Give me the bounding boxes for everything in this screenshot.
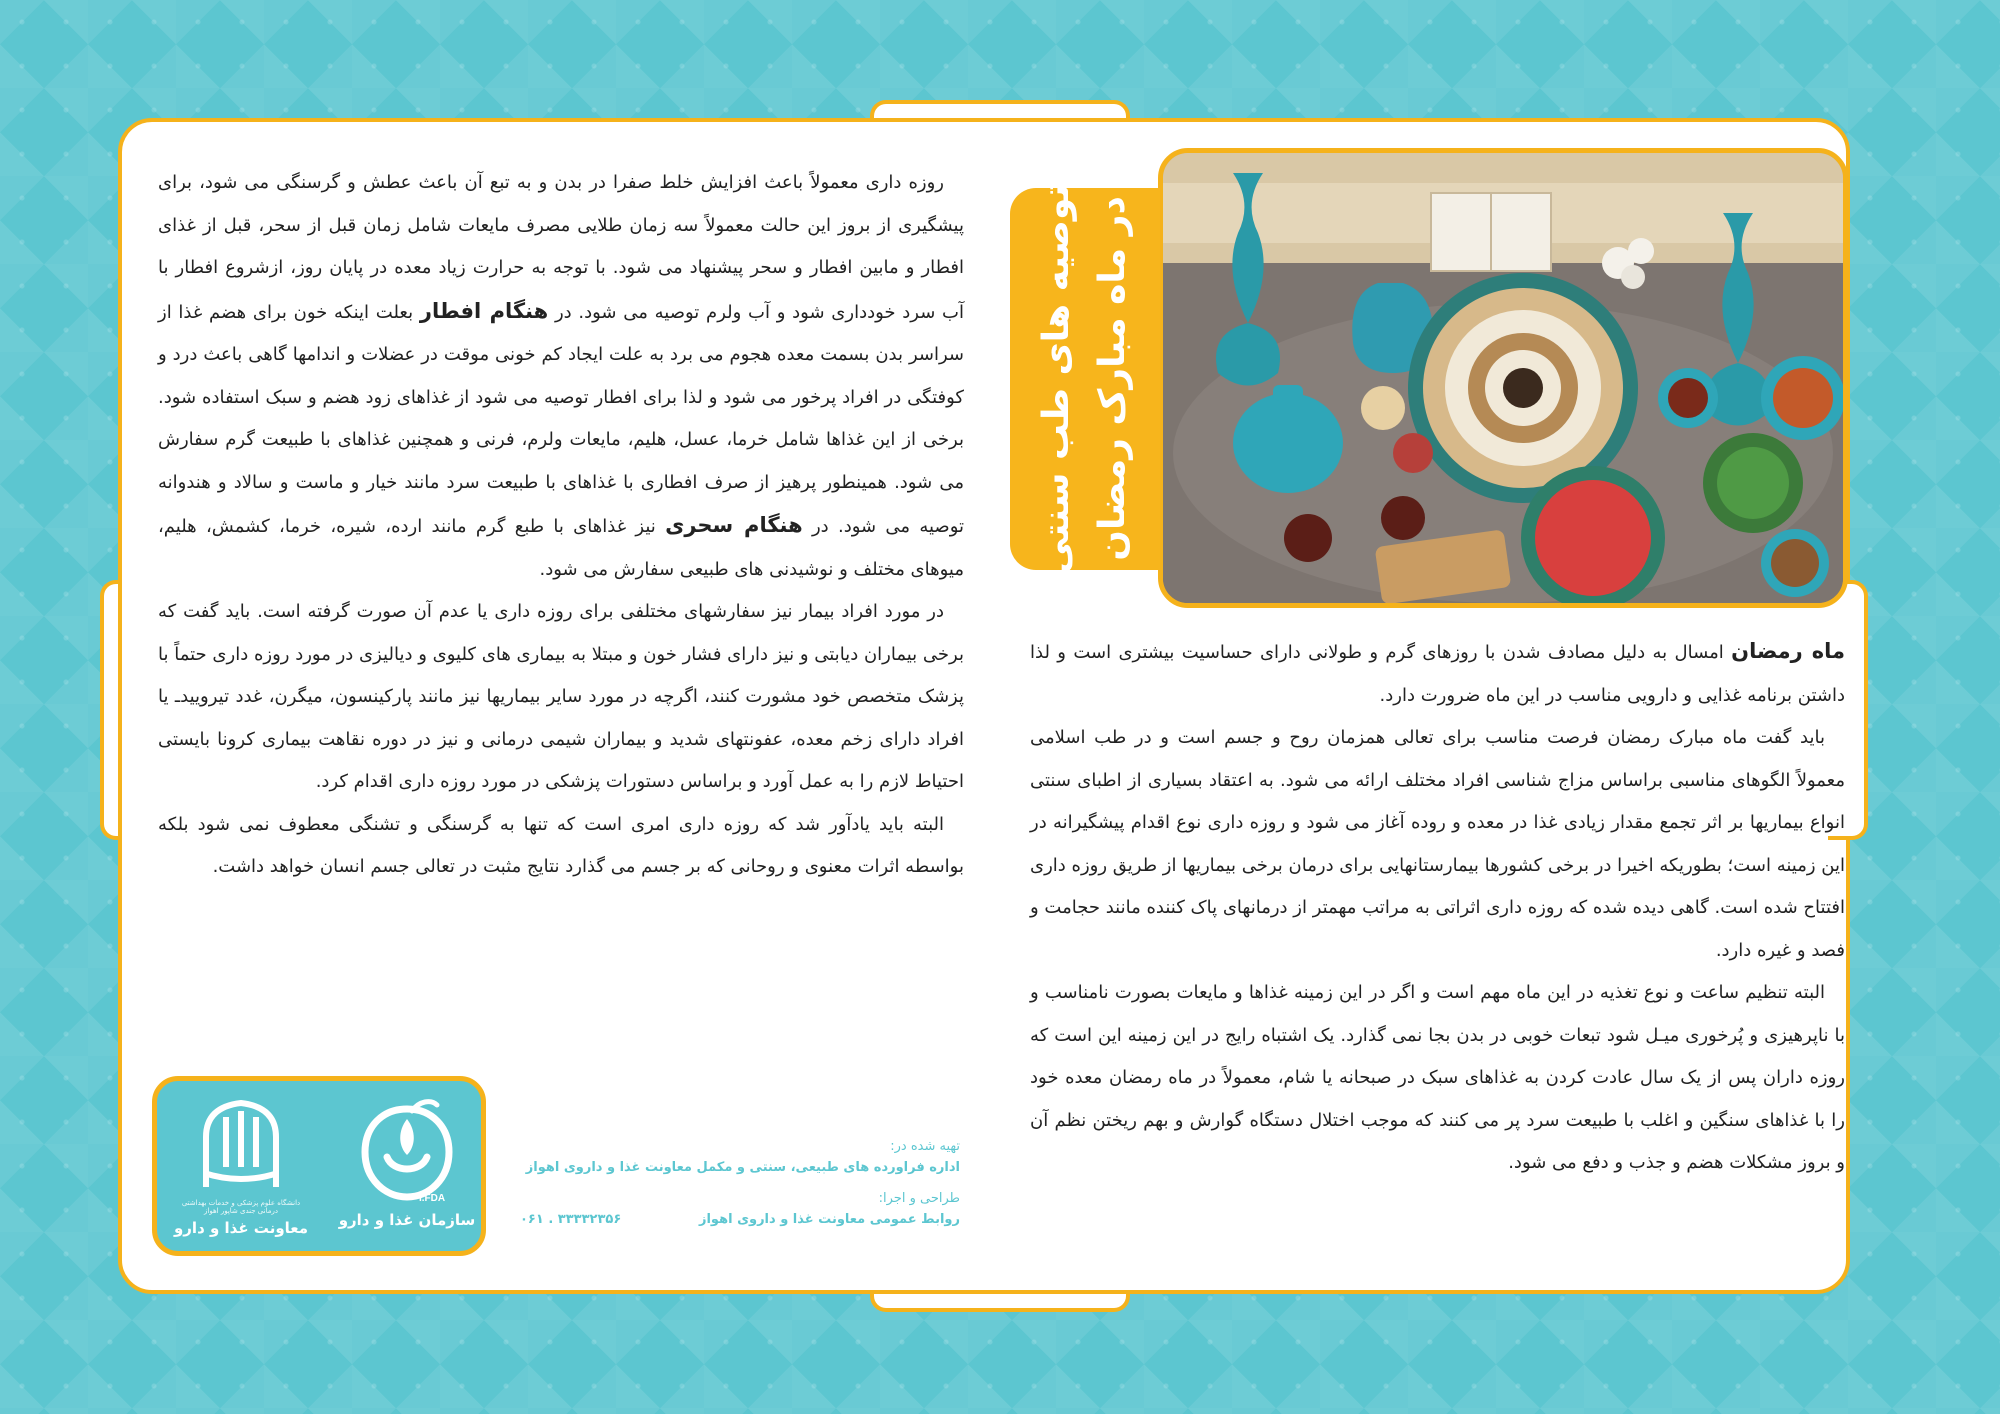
left-text-column — [158, 162, 964, 889]
text-run: روزه داری معمولاً باعث افزایش خلط صفرا در بدن و به تبع آن باعث عطش و گرسنگی می شود، برای پیشگیری از بروز این حالت معمولاً سه زمان طلایی مصرف مایعات شامل زمان قبل از سحر، قبل از غذای افطار و مابین افطار و سحر پیشنهاد می شود. با توجه به حرارت زیاد معده در پایان روز، ازشروع افطار با آب سرد خودداری شود و آب ولرم توصیه می شود. در — [158, 172, 964, 323]
logo-box — [152, 1076, 486, 1256]
left-paragraph-1 — [158, 162, 964, 591]
text-run: بعلت اینکه خون برای هضم غذا از سراسر بدن بسمت معده هجوم می برد به علت ایجاد کم خونی موقت در عضلات و اندامها گاهی باعث درد و کوفتگی در افراد پرخور می شود و لذا برای افطار توصیه می شود از غذاهای زود هضم و سبک استفاده شود. برخی از این غذاها شامل خرما، عسل، هلیم، مایعات ولرم، فرنی و همچنین غذاهای با طبیعت گرم سفارش می شود. همینطور پرهیز از صرف افطاری با غذاهای با طبیعت سرد مانند خیار و ماست و سالاد و هندوانه توصیه می شود. در — [158, 301, 964, 537]
right-paragraph-3: البته تنظیم ساعت و نوع تغذیه در این ماه مهم است و اگر در این زمینه غذاها و مایعات بصورت نامناسب و با ناپرهیزی و پُرخوری میـل شود تبعات خوبی در بدن بجا نمی گذارد. یک اشتباه رایج در این زمینه این است که روزه داران پس از یک سال عادت کردن به غذاهای سبک در صبحانه یا شام، معمولاً در ماه رمضان معده خود را با غذاهای سنگین و اغلب با طبیعت سرد پر می کنند که موجب اختلال دستگاه گوارش و بهم ریختن نظم آن و بروز مشکلات هضم و جذب و دفع می شود. — [1030, 982, 1845, 1173]
right-paragraph-1 — [1030, 630, 1845, 717]
ifda-logo — [337, 1097, 477, 1247]
highlight-sahar: هنگام سحری — [665, 513, 803, 537]
design-value: روابط عمومی معاونت غذا و داروی اهواز — [698, 1212, 960, 1227]
title-line-1: توصیه های طب سنتی — [1036, 184, 1077, 574]
university-caption: معاونت غذا و دارو — [173, 1219, 309, 1237]
iftar-table-photo — [1158, 148, 1848, 608]
title-ribbon — [1010, 184, 1160, 574]
prepared-label: تهیه شده در: — [890, 1139, 960, 1154]
design-label: طراحی و اجرا: — [878, 1191, 960, 1206]
phone-number: ۰۶۱ . ۳۳۳۳۲۳۵۶ — [520, 1212, 622, 1227]
page-title — [1029, 184, 1141, 574]
university-subtitle: دانشگاه علوم پزشکی و خدمات بهداشتی درمانی جندی شاپور اهواز — [181, 1199, 301, 1215]
ifda-emblem-icon — [357, 1097, 457, 1207]
right-text-column — [1030, 630, 1845, 1185]
prepared-value: اداره فراورده های طبیعی، سنتی و مکمل معاونت غذا و داروی اهواز — [525, 1160, 960, 1175]
left-paragraph-3: البته باید یادآور شد که روزه داری امری است که تنها به گرسنگی و تشنگی معطوف نمی شود بلکه بواسطه اثرات معنوی و روحانی که بر جسم می گذارد نتایج مثبت در تعالی جسم انسان خواهد داشت. — [158, 813, 964, 877]
highlight-ramadan: ماه رمضان — [1731, 639, 1845, 663]
left-paragraph-2: در مورد افراد بیمار نیز سفارشهای مختلفی برای روزه داری یا عدم آن صورت گرفته است. باید گفت که برخی بیماران دیابتی و نیز دارای فشار خون و مبتلا به بیماری های کلیوی و دیالیزی در مورد روزه داری حتماً با پزشک متخصص خود مشورت کنند، اگرچه در مورد سایر بیماریها نیز مانند پارکینسون، میگرن، غدد تیروییدـ یا افراد دارای زخم معده، عفونتهای شدید و بیماران شیمی درمانی و نیز در دوره نقاهت بیماری کرونا بایستی احتیاط لازم را به عمل آورد و براساس دستورات پزشکی در مورد روزه داری اقدام کرد. — [158, 601, 964, 792]
university-logo — [171, 1097, 311, 1247]
text-run: نیز غذاهای با طبع گرم مانند ارده، شیره، خرما، کشمش، هلیم، میوهای مختلف و نوشیدنی های طبیعی سفارش می شود. — [158, 516, 964, 580]
university-emblem-icon — [196, 1097, 286, 1197]
highlight-iftar: هنگام افطار — [419, 298, 549, 323]
ifda-caption: سازمان غذا و دارو — [338, 1211, 476, 1229]
title-line-2: در ماه مبارک رمضان — [1092, 196, 1133, 562]
right-paragraph-2: باید گفت ماه مبارک رمضان فرصت مناسب برای تعالی همزمان روح و جسم است و در طب اسلامی معمولاً الگوهای مناسبی براساس مزاج شناسی افراد مختلف ارائه می شود. به اعتقاد بسیاری از اطبای سنتی انواع بیماریها بر اثر تجمع مقدار زیادی غذا در معده و روده آغاز می شود و روزه داری نوع اقدام پیشگیرانه در این زمینه است؛ بطوریکه اخیرا در برخی کشورها بیمارستانهایی برای درمان برخی بیماریها از طریق روزه داری افتتاح شده است. گاهی دیده شده که روزه داری اثراتی به مراتب مهمتر از درمانهای پاک کننده مانند حجامت و فصد و غیره دارد. — [1030, 727, 1845, 961]
credits — [520, 1136, 960, 1230]
ifda-abbreviation: I.FDA — [419, 1193, 446, 1204]
iftar-illustration — [1163, 153, 1843, 603]
text-run: امسال به دلیل مصادف شدن با روزهای گرم و طولانی دارای حساسیت بیشتری است و لذا داشتن برنامه غذایی و دارویی مناسب در این ماه ضرورت دارد. — [1030, 642, 1845, 706]
